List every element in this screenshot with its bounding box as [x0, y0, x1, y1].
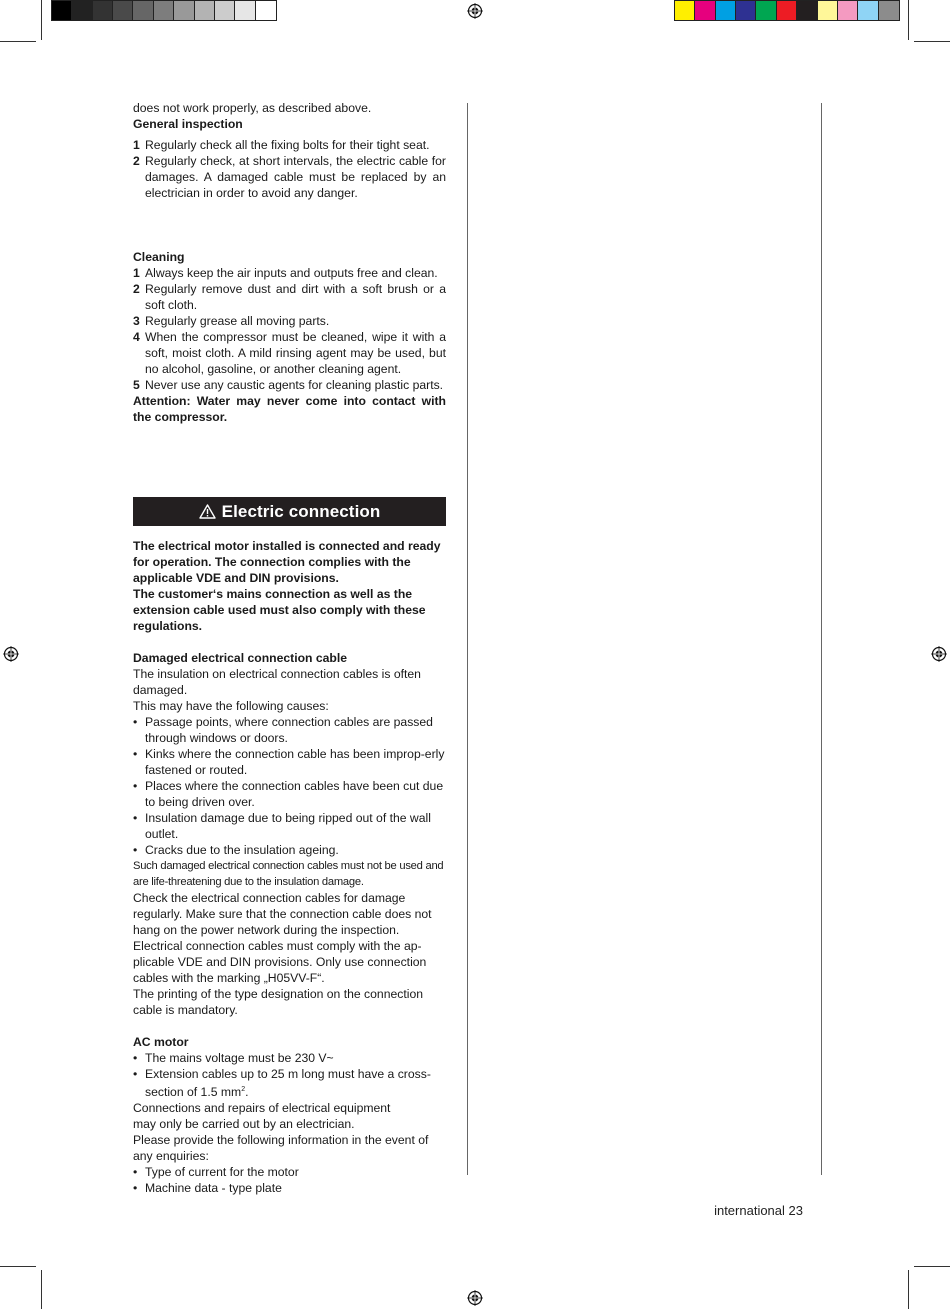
bullet: • — [133, 715, 138, 729]
process-color-bar — [674, 0, 900, 21]
color-swatch — [52, 1, 72, 20]
crop-mark — [914, 1266, 950, 1267]
color-swatch — [195, 1, 215, 20]
list-text: Regularly check all the fixing bolts for their tight seat. — [145, 138, 430, 152]
list-text: Kinks where the connection cable has been improp-erly fastened or routed. — [145, 747, 445, 777]
list-item — [133, 313, 446, 329]
text-column — [133, 100, 446, 1196]
color-swatch — [215, 1, 235, 20]
general-inspection-heading: General inspection — [133, 117, 243, 131]
grayscale-color-bar — [51, 0, 277, 21]
list-item — [133, 265, 446, 281]
color-swatch — [113, 1, 133, 20]
column-divider — [821, 103, 822, 1175]
cable-spec-text: Extension cables up to 25 m long must have a cross-section of 1.5 mm — [145, 1067, 431, 1100]
list-item — [133, 1164, 446, 1180]
attention-note: Attention: Water may never come into contact with the compressor. — [133, 394, 446, 424]
connections-paragraph: Connections and repairs of electrical equipment may only be carried out by an electrician. — [133, 1101, 391, 1132]
list-number: 2 — [133, 154, 140, 168]
list-item — [133, 778, 446, 810]
color-swatch — [797, 1, 817, 20]
list-text: Regularly remove dust and dirt with a soft brush or a soft cloth. — [145, 282, 446, 312]
crop-mark — [908, 1270, 909, 1309]
list-item — [133, 1050, 446, 1066]
damage-warning: Such damaged electrical connection cables must not be used and are life-threatening due to the insulation damage. — [133, 860, 444, 888]
list-item — [133, 714, 446, 746]
color-swatch — [756, 1, 776, 20]
color-swatch — [695, 1, 715, 20]
list-text: Always keep the air inputs and outputs free and clean. — [145, 266, 438, 280]
color-swatch — [93, 1, 113, 20]
bullet: • — [133, 1165, 138, 1180]
crop-mark — [41, 1270, 42, 1309]
color-swatch — [154, 1, 174, 20]
list-item — [133, 281, 446, 313]
list-text: When the compressor must be cleaned, wipe it with a soft, moist cloth. A mild rinsing agent may be used, but no alcohol, gasoline, or another cleaning agent. — [145, 330, 446, 376]
list-text: Passage points, where connection cables are passed through windows or doors. — [145, 715, 433, 745]
list-item — [133, 746, 446, 778]
list-item — [133, 153, 446, 201]
column-divider — [467, 103, 468, 1175]
color-swatch — [858, 1, 878, 20]
crop-mark — [0, 1266, 36, 1267]
list-item — [133, 810, 446, 842]
crop-mark — [914, 41, 950, 42]
intro-text: does not work properly, as described above. — [133, 101, 372, 115]
color-swatch — [879, 1, 899, 20]
list-text: Never use any caustic agents for cleaning plastic parts. — [145, 378, 444, 392]
list-number: 3 — [133, 314, 140, 328]
list-text: Machine data - type plate — [145, 1181, 282, 1196]
list-number: 2 — [133, 282, 140, 296]
list-item — [133, 1066, 446, 1100]
bullet: • — [133, 779, 138, 793]
list-item — [133, 137, 446, 153]
color-swatch — [838, 1, 858, 20]
list-number: 1 — [133, 266, 140, 280]
color-swatch — [716, 1, 736, 20]
list-item — [133, 842, 446, 858]
color-swatch — [736, 1, 756, 20]
list-item — [133, 1180, 446, 1196]
causes-intro: This may have the following causes: — [133, 699, 329, 713]
registration-mark-icon — [3, 646, 19, 662]
bullet: • — [133, 811, 138, 825]
list-text: Regularly grease all moving parts. — [145, 314, 330, 328]
bullet: • — [133, 1181, 138, 1196]
bullet: • — [133, 1051, 138, 1065]
check-paragraph: Check the electrical connection cables for damage regularly. Make sure that the connection cable does not hang on the power network during the inspection. — [133, 891, 432, 937]
bullet: • — [133, 1067, 138, 1081]
list-text: Insulation damage due to being ripped out of the wall outlet. — [145, 811, 431, 841]
electric-connection-banner — [133, 497, 446, 526]
printing-paragraph: The printing of the type designation on the connection cable is mandatory. — [133, 987, 423, 1017]
banner-title: Electric connection — [221, 501, 381, 521]
page-number: 23 — [788, 1203, 803, 1218]
color-swatch — [675, 1, 695, 20]
crop-mark — [908, 0, 909, 40]
damaged-cable-heading: Damaged electrical connection cable — [133, 651, 348, 665]
page-footer — [714, 1203, 803, 1218]
color-swatch — [256, 1, 276, 20]
warning-triangle-icon — [199, 504, 216, 519]
list-item — [133, 329, 446, 377]
electric-intro-2: The customer‘s mains connection as well as the extension cable used must also comply with these regulations. — [133, 587, 426, 633]
electric-intro-1: The electrical motor installed is connected and ready for operation. The connection complies with the applicable VDE and DIN provisions. — [133, 539, 441, 585]
list-item — [133, 377, 446, 393]
list-number: 5 — [133, 378, 140, 392]
crop-mark — [41, 0, 42, 40]
list-number: 4 — [133, 330, 140, 344]
comply-paragraph: Electrical connection cables must comply with the ap-plicable VDE and DIN provisions. Only use connection cables with the marking „H05VV-F“. — [133, 939, 427, 985]
color-swatch — [777, 1, 797, 20]
color-swatch — [72, 1, 92, 20]
color-swatch — [133, 1, 153, 20]
footer-label: international — [714, 1203, 785, 1218]
cleaning-heading: Cleaning — [133, 250, 185, 264]
registration-mark-icon — [931, 646, 947, 662]
list-text: Places where the connection cables have been cut due to being driven over. — [145, 779, 444, 809]
damaged-paragraph: The insulation on electrical connection cables is often damaged. — [133, 667, 421, 697]
list-text: Regularly check, at short intervals, the electric cable for damages. A damaged cable must be replaced by an electrician in order to avoid any danger. — [145, 154, 446, 200]
list-text: Cracks due to the insulation ageing. — [145, 843, 339, 857]
list-text — [145, 1066, 446, 1100]
superscript: 2 — [241, 1086, 246, 1093]
cable-spec-end: . — [245, 1085, 249, 1100]
registration-mark-icon — [467, 1290, 483, 1306]
registration-mark-icon — [467, 3, 483, 19]
list-text: The mains voltage must be 230 V~ — [145, 1051, 334, 1065]
color-swatch — [235, 1, 255, 20]
color-swatch — [174, 1, 194, 20]
provide-paragraph: Please provide the following information in the event of any enquiries: — [133, 1133, 429, 1164]
bullet: • — [133, 747, 138, 761]
crop-mark — [0, 41, 36, 42]
list-text: Type of current for the motor — [145, 1165, 299, 1180]
ac-motor-heading: AC motor — [133, 1035, 189, 1049]
color-swatch — [818, 1, 838, 20]
list-number: 1 — [133, 138, 140, 152]
bullet: • — [133, 843, 138, 857]
